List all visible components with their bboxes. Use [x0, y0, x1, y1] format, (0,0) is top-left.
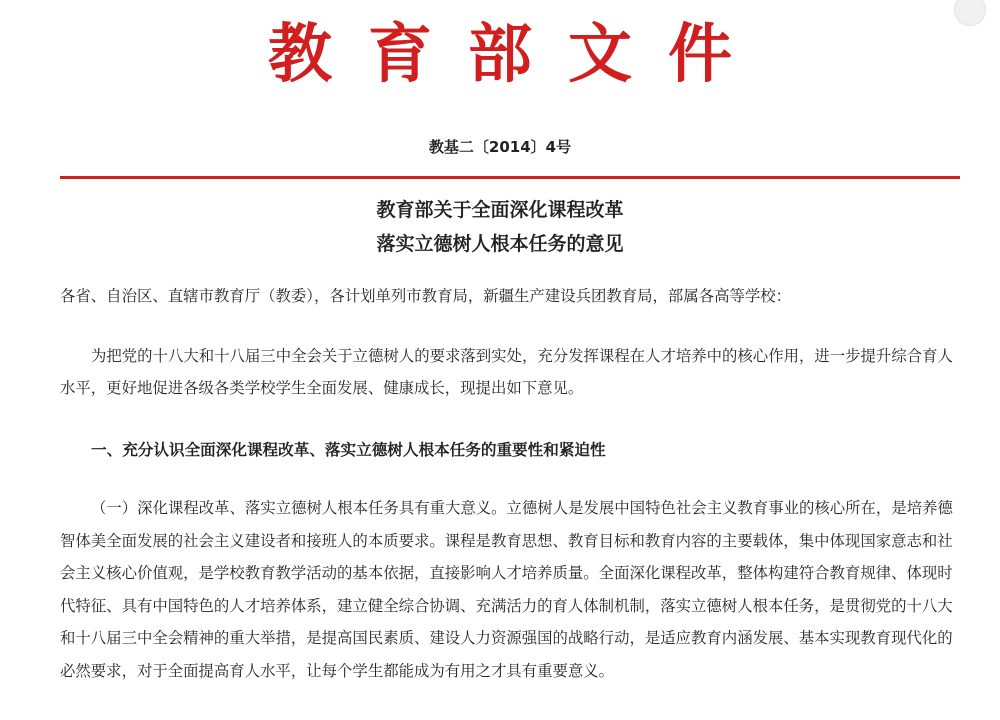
salutation: 各省、自治区、直辖市教育厅（教委），各计划单列市教育局，新疆生产建设兵团教育局，部属各高等学校：	[60, 287, 792, 305]
paragraph-1: （一）深化课程改革、落实立德树人根本任务具有重大意义。立德树人是发展中国特色社会主义教育事业的核心所在，是培养德智体美全面发展的社会主义建设者和接班人的本质要求。课程是教育思想、教育目标和教育内容的主要载体，集中体现国家意志和社会主义核心价值观，是学校教育教学活动的基本依据，直接影响人才培养质量。全面深化课程改革，整体构建符合教育规律、体现时代特征、具有中国特色的人才培养体系，建立健全综合协调、充满活力的育人体制机制，落实立德树人根本任务，是贯彻党的十八大和十八届三中全会精神的重大举措，是提高国民素质、建设人力资源强国的战略行动，是适应教育内涵发展、基本实现教育现代化的必然要求，对于全面提高育人水平，让每个学生都能成为有用之才具有重要意义。	[60, 499, 953, 680]
section-heading-1: 一、充分认识全面深化课程改革、落实立德树人根本任务的重要性和紧迫性	[91, 441, 606, 459]
red-divider	[60, 176, 960, 179]
document-title-line-2: 落实立德树人根本任务的意见	[376, 233, 624, 255]
document-header-title: 教育部文件	[268, 17, 768, 92]
intro-paragraph: 为把党的十八大和十八届三中全会关于立德树人的要求落到实处，充分发挥课程在人才培养中的核心作用，进一步提升综合育人水平，更好地促进各级各类学校学生全面发展、健康成长，现提出如下意见。	[60, 347, 953, 397]
document-title-line-1: 教育部关于全面深化课程改革	[376, 199, 624, 221]
document-number: 教基二〔2014〕4号	[428, 138, 572, 156]
